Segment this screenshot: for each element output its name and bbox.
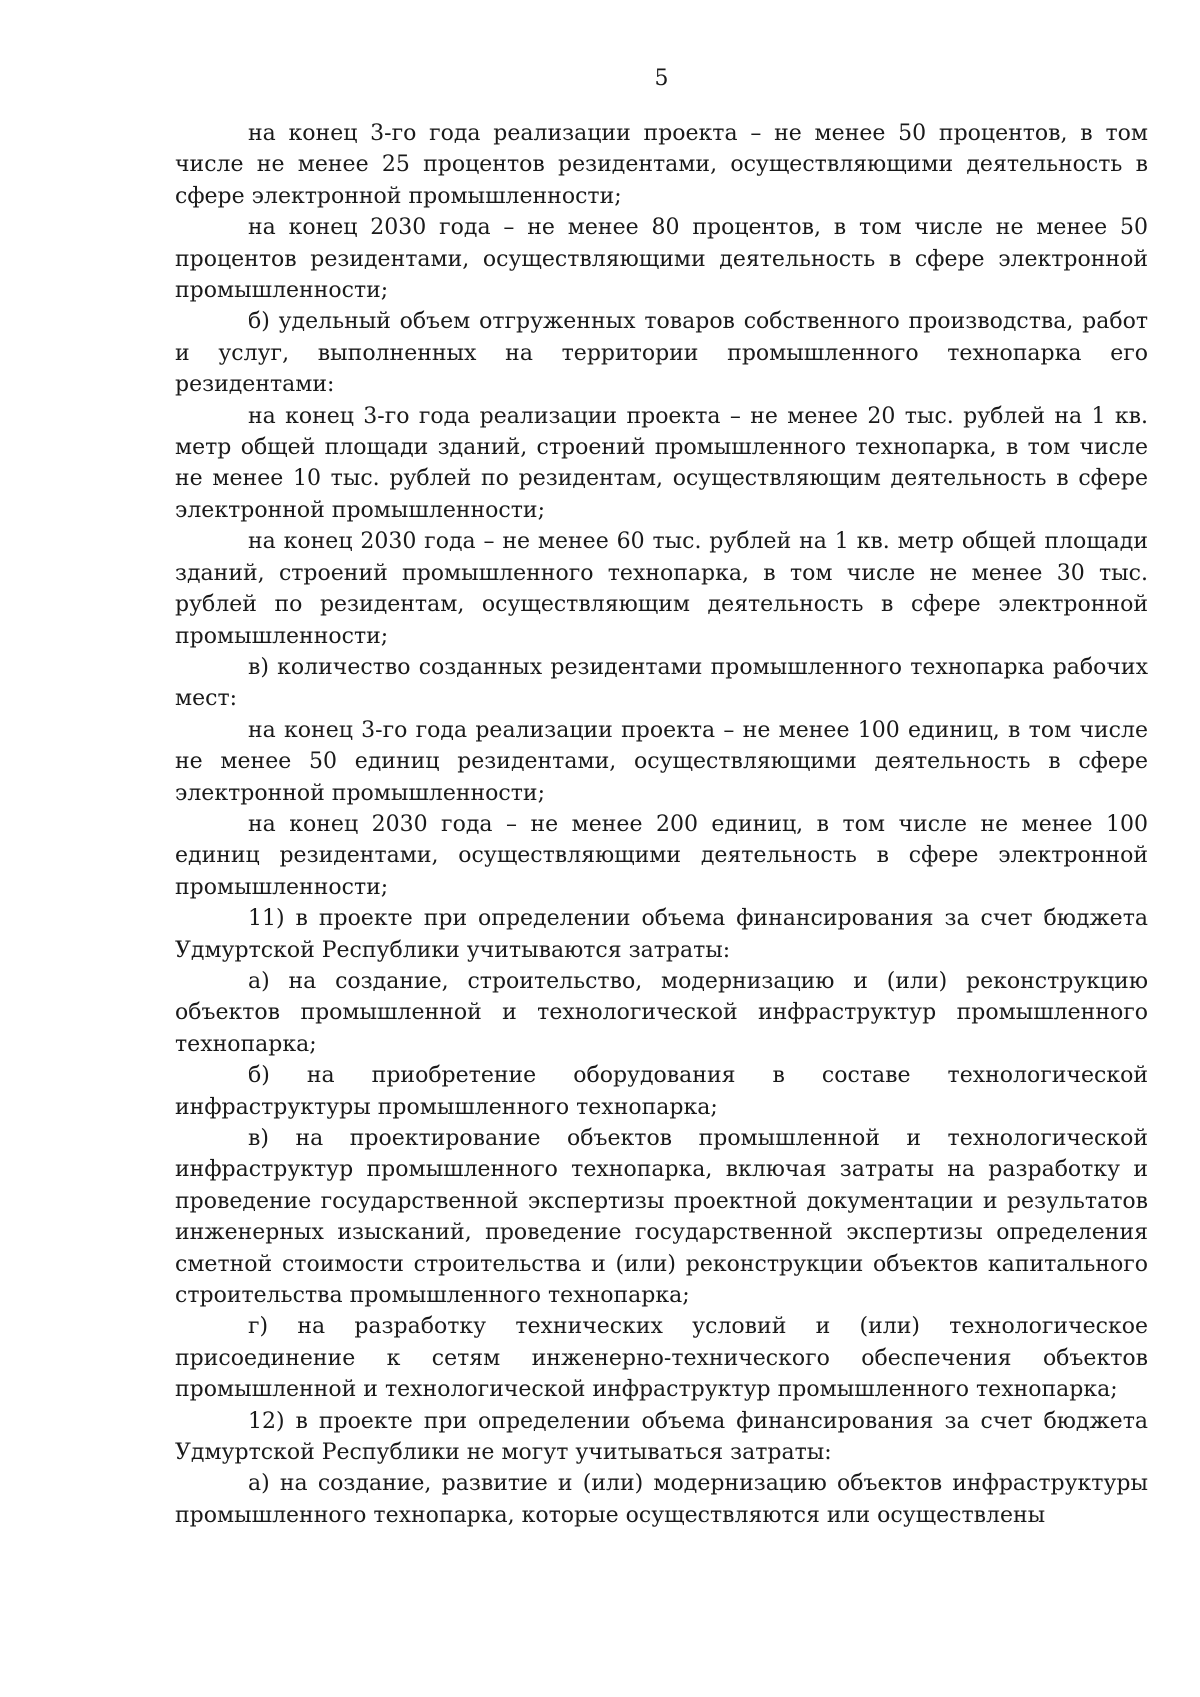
paragraph: в) на проектирование объектов промышленной и технологической инфраструктур промышленного технопарка, включая затраты на разработку и проведение государственной экспертизы проектной документации и результатов инженерных изысканий, проведение государственной экспертизы определения сметной стоимости строительства и (или) реконструкции объектов капитального строительства промышленного технопарка; (175, 1126, 1148, 1309)
paragraph: 11) в проекте при определении объема финансирования за счет бюджета Удмуртской Республики учитываются затраты: (175, 906, 1148, 963)
paragraph: на конец 2030 года – не менее 60 тыс. рублей на 1 кв. метр общей площади зданий, строений промышленного технопарка, в том числе не менее 30 тыс. рублей по резидентам, осуществляющим деятельность в сфере электронной промышленности; (175, 529, 1148, 649)
paragraph: б) удельный объем отгруженных товаров собственного производства, работ и услуг, выполненных на территории промышленного технопарка его резидентами: (175, 309, 1148, 398)
page-number: 5 (654, 66, 669, 91)
paragraph: на конец 3-го года реализации проекта – не менее 100 единиц, в том числе не менее 50 единиц резидентами, осуществляющими деятельность в сфере электронной промышленности; (175, 717, 1148, 806)
paragraph: на конец 3-го года реализации проекта – не менее 50 процентов, в том числе не менее 25 процентов резидентами, осуществляющими деятельность в сфере электронной промышленности; (175, 121, 1148, 209)
paragraph: 12) в проекте при определении объема финансирования за счет бюджета Удмуртской Республики не могут учитываться затраты: (175, 1408, 1148, 1466)
paragraph: б) на приобретение оборудования в составе технологической инфраструктуры промышленного технопарка; (175, 1063, 1148, 1120)
paragraph: а) на создание, развитие и (или) модернизацию объектов инфраструктуры промышленного технопарка, которые осуществляются или осуществлены (175, 1471, 1148, 1528)
paragraph: а) на создание, строительство, модернизацию и (или) реконструкцию объектов промышленной и технологической инфраструктур промышленного технопарка; (175, 968, 1148, 1057)
paragraph: г) на разработку технических условий и (или) технологическое присоединение к сетям инженерно-технического обеспечения объектов промышленной и технологической инфраструктур промышленного технопарка; (175, 1314, 1148, 1403)
paragraph: в) количество созданных резидентами промышленного технопарка рабочих мест: (175, 654, 1148, 712)
paragraph: на конец 3-го года реализации проекта – не менее 20 тыс. рублей на 1 кв. метр общей площади зданий, строений промышленного технопарка, в том числе не менее 10 тыс. рублей по резидентам, осуществляющим деятельность в сфере электронной промышленности; (175, 403, 1148, 523)
paragraph: на конец 2030 года – не менее 200 единиц, в том числе не менее 100 единиц резидентами, осуществляющими деятельность в сфере электронной промышленности; (175, 811, 1148, 900)
document-page (175, 66, 1148, 1531)
paragraph: на конец 2030 года – не менее 80 процентов, в том числе не менее 50 процентов резидентами, осуществляющими деятельность в сфере электронной промышленности; (175, 215, 1148, 304)
